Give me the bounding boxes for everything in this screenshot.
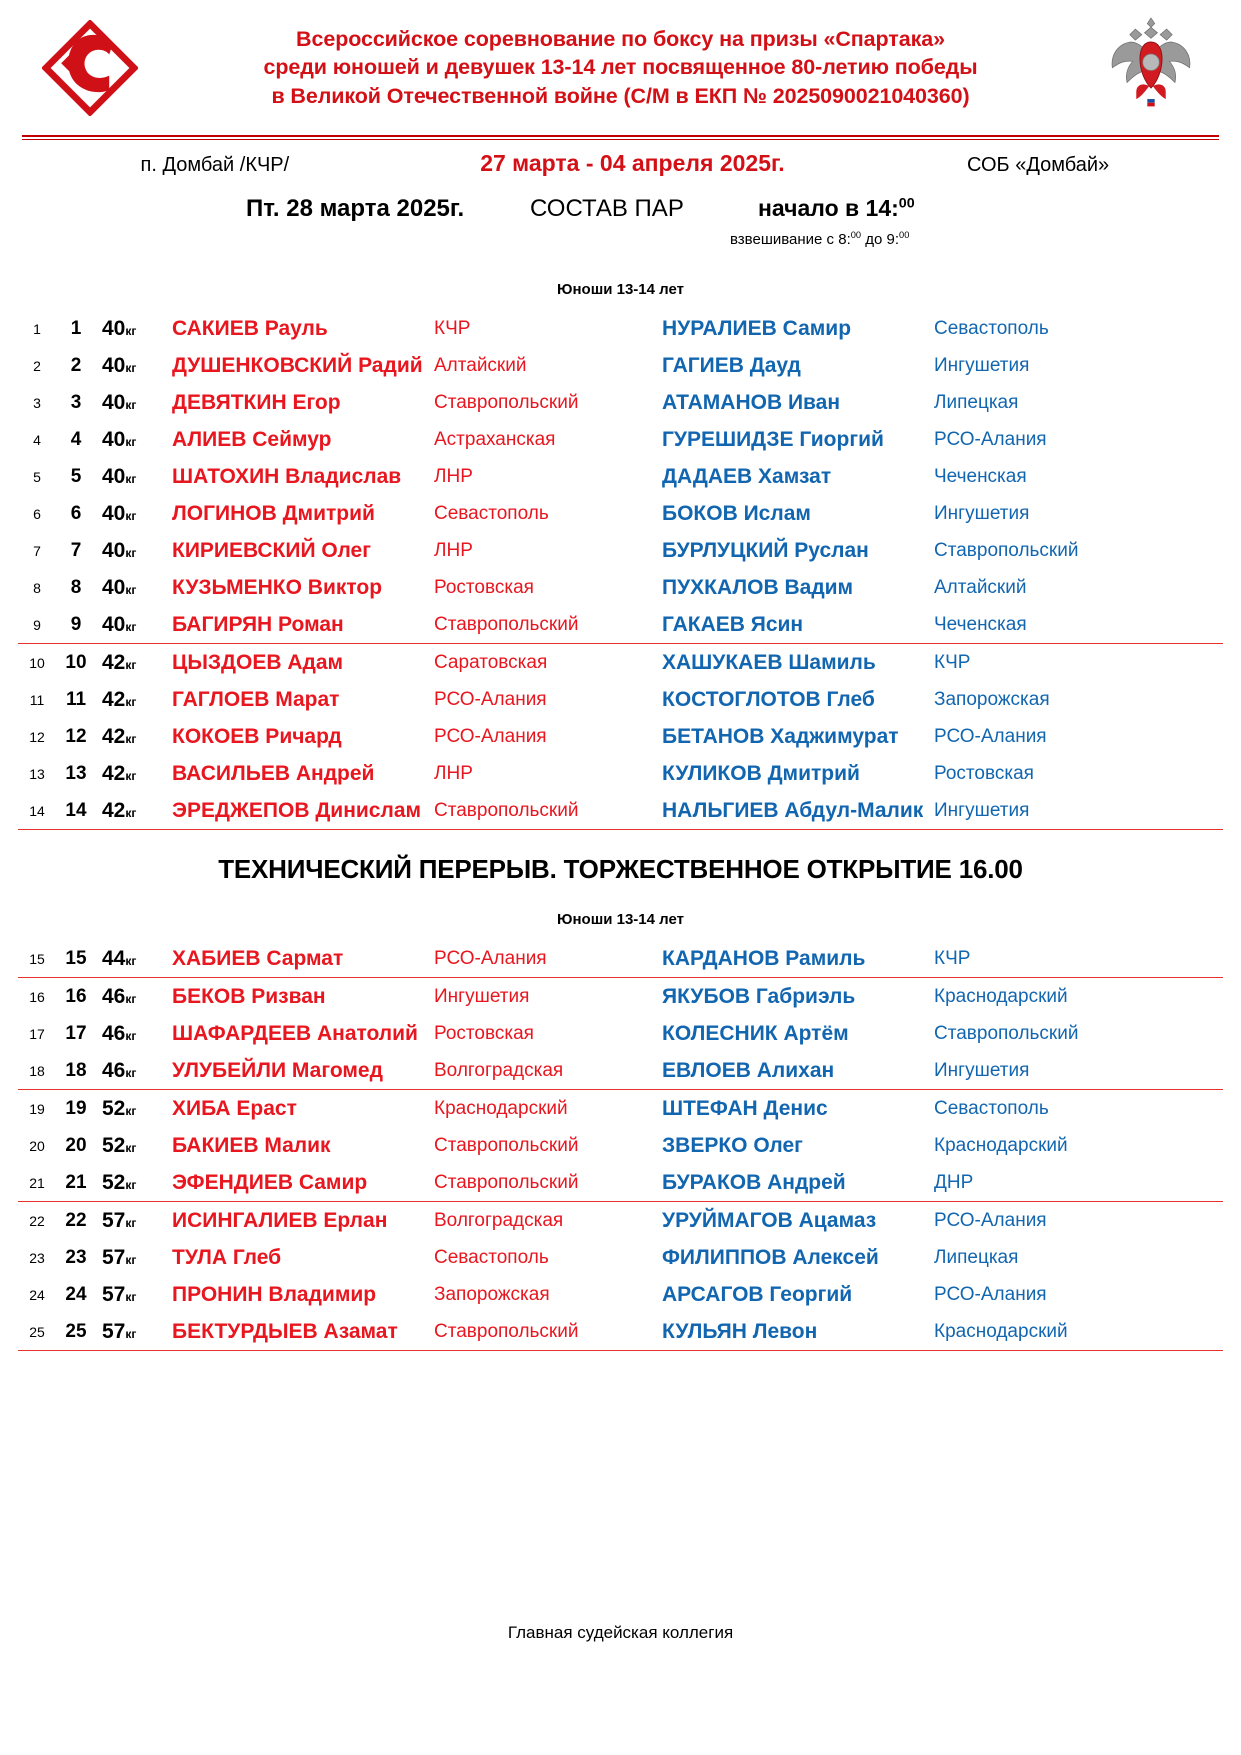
weight-class: 57кг: [102, 1282, 137, 1306]
bout-number: 16: [65, 985, 87, 1007]
blue-corner-boxer-name: КУЛЬЯН Левон: [662, 1319, 818, 1343]
weigh-in-minutes-to: 00: [899, 230, 910, 240]
weigh-in-minutes-from: 00: [850, 230, 862, 240]
bout-row: [18, 1015, 1223, 1052]
weight-class: 57кг: [102, 1319, 137, 1343]
weight-class: 42кг: [102, 798, 137, 822]
weight-class: 40кг: [102, 427, 137, 451]
red-corner-boxer-name: ШАТОХИН Владислав: [172, 464, 402, 488]
red-corner-boxer-region: Саратовская: [434, 651, 548, 673]
blue-corner-boxer-name: БОКОВ Ислам: [662, 501, 811, 525]
event-infobar: [18, 140, 1223, 187]
bout-number: 13: [65, 762, 87, 784]
bout-number: 21: [65, 1171, 87, 1193]
red-corner-boxer-name: ШАФАРДЕЕВ Анатолий: [172, 1021, 418, 1045]
blue-corner-boxer-region: Ингушетия: [934, 354, 1030, 376]
red-corner-boxer-name: ХИБА Ераст: [172, 1096, 297, 1120]
blue-corner-boxer-region: Севастополь: [934, 317, 1049, 339]
weight-class: 46кг: [102, 1058, 137, 1082]
weight-unit: кг: [125, 694, 137, 709]
blue-corner-boxer-region: Ставропольский: [934, 1022, 1079, 1044]
weight-class: 40кг: [102, 464, 137, 488]
weight-class: 57кг: [102, 1208, 137, 1232]
red-corner-boxer-name: ТУЛА Глеб: [172, 1245, 282, 1269]
start-time-separator: :: [891, 195, 899, 221]
weight-class: 42кг: [102, 761, 137, 785]
blue-corner-boxer-region: КЧР: [934, 947, 971, 969]
section-bottom-rule: [18, 1351, 1223, 1352]
bout-index: 3: [33, 394, 41, 411]
start-time-label: начало в 14: [758, 195, 892, 221]
weight-unit: кг: [125, 582, 137, 597]
weight-class: 40кг: [102, 538, 137, 562]
weigh-in-colon-2: :: [894, 231, 900, 248]
spartak-logo-icon: [42, 20, 138, 116]
weight-unit: кг: [125, 1177, 137, 1192]
blue-corner-boxer-region: Краснодарский: [934, 1320, 1068, 1342]
blue-corner-boxer-name: ГАКАЕВ Ясин: [662, 612, 804, 636]
bout-row: [18, 1127, 1223, 1164]
bout-number: 22: [65, 1209, 87, 1231]
weight-unit: кг: [125, 545, 137, 560]
weight-class: 42кг: [102, 687, 137, 711]
weight-unit: кг: [125, 1028, 137, 1043]
bout-row: [18, 1313, 1223, 1351]
weight-class: 42кг: [102, 650, 137, 674]
red-corner-boxer-region: Астраханская: [434, 428, 556, 450]
technical-break-banner: ТЕХНИЧЕСКИЙ ПЕРЕРЫВ. ТОРЖЕСТВЕННОЕ ОТКРЫТИЕ 16.00: [218, 854, 1023, 884]
bout-index: 1: [33, 320, 41, 337]
bout-row: [18, 347, 1223, 384]
bout-row: [18, 458, 1223, 495]
blue-corner-boxer-region: КЧР: [934, 651, 971, 673]
section-bottom-rule-line: [18, 1351, 1223, 1352]
red-corner-boxer-region: Ингушетия: [434, 985, 530, 1007]
weight-unit: кг: [125, 434, 137, 449]
bout-row: [18, 421, 1223, 458]
red-corner-boxer-region: Ставропольский: [434, 613, 579, 635]
blue-corner-boxer-name: ФИЛИППОВ Алексей: [662, 1245, 879, 1269]
blue-corner-boxer-region: РСО-Алания: [934, 725, 1047, 747]
bout-table-1: [18, 310, 1223, 830]
blue-corner-boxer-name: АТАМАНОВ Иван: [662, 390, 841, 414]
red-corner-boxer-name: ЭФЕНДИЕВ Самир: [172, 1170, 368, 1194]
bout-row: [18, 384, 1223, 421]
red-corner-boxer-region: Запорожская: [434, 1283, 550, 1305]
red-corner-boxer-region: Ставропольский: [434, 799, 579, 821]
event-dates: 27 марта - 04 апреля 2025г.: [480, 150, 785, 176]
weight-unit: кг: [125, 805, 137, 820]
blue-corner-boxer-name: ХАШУКАЕВ Шамиль: [662, 650, 876, 674]
title-line-2: среди юношей и девушек 13-14 лет посвященное 80-летию победы: [263, 55, 978, 80]
weight-class: 46кг: [102, 1021, 137, 1045]
red-corner-boxer-name: КУЗЬМЕНКО Виктор: [172, 575, 383, 599]
footer-jury-text: Главная судейская коллегия: [507, 1623, 734, 1642]
blue-corner-boxer-region: Липецкая: [934, 391, 1019, 413]
blue-corner-boxer-name: НУРАЛИЕВ Самир: [662, 316, 852, 340]
weight-unit: кг: [125, 508, 137, 523]
blue-corner-boxer-name: ГУРЕШИДЗЕ Гиоргий: [662, 427, 884, 451]
section-bottom-rule: [18, 830, 1223, 831]
red-corner-boxer-name: БЕКТУРДЫЕВ Азамат: [172, 1319, 398, 1343]
weight-class: 42кг: [102, 724, 137, 748]
bout-index: 18: [29, 1062, 45, 1079]
blue-corner-boxer-region: Ингушетия: [934, 502, 1030, 524]
bout-number: 3: [70, 391, 82, 413]
bout-index: 10: [29, 654, 45, 671]
blue-corner-boxer-name: ПУХКАЛОВ Вадим: [662, 575, 854, 599]
weight-unit: кг: [125, 619, 137, 634]
weight-class: 40кг: [102, 575, 137, 599]
blue-corner-boxer-name: КУЛИКОВ Дмитрий: [662, 761, 860, 785]
bout-index: 25: [29, 1323, 45, 1340]
weight-class: 40кг: [102, 612, 137, 636]
red-corner-boxer-name: ДЕВЯТКИН Егор: [172, 390, 341, 414]
blue-corner-boxer-name: ГАГИЕВ Дауд: [662, 353, 801, 377]
bout-row: [18, 1202, 1223, 1239]
bout-index: 2: [33, 357, 41, 374]
bout-number: 11: [65, 688, 87, 710]
blue-corner-boxer-region: Ставропольский: [934, 539, 1079, 561]
day-bar: [18, 187, 1223, 271]
blue-corner-boxer-name: НАЛЬГИЕВ Абдул-Малик: [662, 798, 924, 822]
bout-number: 7: [70, 539, 82, 561]
bout-row: [18, 755, 1223, 792]
weight-class: 52кг: [102, 1170, 137, 1194]
weight-unit: кг: [125, 657, 137, 672]
bout-row: [18, 1276, 1223, 1313]
red-corner-boxer-region: КЧР: [434, 317, 471, 339]
blue-corner-boxer-region: Алтайский: [934, 576, 1027, 598]
red-corner-boxer-region: Волгоградская: [434, 1059, 564, 1081]
bout-index: 15: [29, 950, 45, 967]
spartak-logo-container: [30, 20, 150, 116]
blue-corner-boxer-name: ЗВЕРКО Олег: [662, 1133, 803, 1157]
red-corner-boxer-region: РСО-Алания: [434, 688, 547, 710]
blue-corner-boxer-name: КОЛЕСНИК Артём: [662, 1021, 849, 1045]
blue-corner-boxer-region: Ингушетия: [934, 799, 1030, 821]
blue-corner-boxer-region: РСО-Алания: [934, 428, 1047, 450]
weight-class: 40кг: [102, 390, 137, 414]
weight-unit: кг: [125, 1140, 137, 1155]
bout-index: 20: [29, 1137, 45, 1154]
bout-row: [18, 681, 1223, 718]
bout-index: 16: [29, 988, 45, 1005]
red-corner-boxer-region: Ставропольский: [434, 1134, 579, 1156]
bout-number: 24: [65, 1283, 87, 1305]
red-corner-boxer-name: БЕКОВ Ризван: [172, 984, 326, 1008]
weight-unit: кг: [125, 1065, 137, 1080]
bout-row: [18, 978, 1223, 1015]
blue-corner-boxer-region: Чеченская: [934, 465, 1027, 487]
weight-class: 44кг: [102, 946, 137, 970]
bout-row: [18, 1239, 1223, 1276]
blue-corner-boxer-region: РСО-Алания: [934, 1209, 1047, 1231]
blue-corner-boxer-region: РСО-Алания: [934, 1283, 1047, 1305]
title-line-1: Всероссийское соревнование по боксу на призы «Спартака»: [296, 26, 945, 51]
section-bottom-rule-line: [18, 830, 1223, 831]
red-corner-boxer-region: Ставропольский: [434, 391, 579, 413]
blue-corner-boxer-name: КАРДАНОВ Рамиль: [662, 946, 866, 970]
weight-unit: кг: [125, 1103, 137, 1118]
title-line-3: в Великой Отечественной войне (С/М в ЕКП № 2025090021040360): [271, 83, 970, 108]
bout-number: 10: [65, 651, 87, 673]
blue-corner-boxer-name: ЕВЛОЕВ Алихан: [662, 1058, 835, 1082]
blue-corner-boxer-region: Липецкая: [934, 1246, 1019, 1268]
bout-row: [18, 495, 1223, 532]
bout-row: [18, 792, 1223, 830]
blue-corner-boxer-name: БУРЛУЦКИЙ Руслан: [662, 538, 869, 562]
bout-row: [18, 310, 1223, 347]
session-date: Пт. 28 марта 2025г.: [246, 195, 465, 222]
bout-number: 17: [65, 1022, 87, 1044]
masthead: [18, 0, 1223, 129]
bout-number: 14: [65, 799, 87, 821]
bout-index: 11: [29, 691, 45, 708]
weight-class: 40кг: [102, 316, 137, 340]
red-corner-boxer-region: Севастополь: [434, 1246, 549, 1268]
russian-boxing-federation-eagle-icon: [1105, 14, 1197, 121]
bout-number: 12: [65, 725, 87, 747]
bout-index: 17: [29, 1025, 45, 1042]
bout-number: 18: [65, 1059, 87, 1081]
red-corner-boxer-name: ЛОГИНОВ Дмитрий: [172, 501, 375, 525]
federation-emblem-container: [1091, 14, 1211, 121]
blue-corner-boxer-region: Краснодарский: [934, 1134, 1068, 1156]
blue-corner-boxer-region: Ростовская: [934, 762, 1034, 784]
bout-index: 19: [29, 1100, 45, 1117]
blue-corner-boxer-name: АРСАГОВ Георгий: [662, 1282, 853, 1306]
red-corner-boxer-region: ЛНР: [434, 465, 473, 487]
blue-corner-boxer-name: ЯКУБОВ Габриэль: [662, 984, 856, 1008]
weight-unit: кг: [125, 397, 137, 412]
weight-unit: кг: [125, 1289, 137, 1304]
bout-number: 4: [70, 428, 82, 450]
blue-corner-boxer-name: ШТЕФАН Денис: [662, 1096, 828, 1120]
bout-index: 9: [33, 616, 41, 633]
bout-index: 5: [33, 468, 41, 485]
bout-index: 22: [29, 1212, 45, 1229]
bout-row: [18, 718, 1223, 755]
weight-unit: кг: [125, 1326, 137, 1341]
blue-corner-boxer-region: Чеченская: [934, 613, 1027, 635]
blue-corner-boxer-region: Краснодарский: [934, 985, 1068, 1007]
bout-row: [18, 940, 1223, 978]
bout-number: 20: [65, 1134, 87, 1156]
red-corner-boxer-region: РСО-Алания: [434, 725, 547, 747]
bout-index: 24: [29, 1286, 45, 1303]
weight-unit: кг: [125, 731, 137, 746]
bout-number: 23: [65, 1246, 87, 1268]
blue-corner-boxer-region: ДНР: [934, 1171, 974, 1193]
weight-class: 46кг: [102, 984, 137, 1008]
bout-number: 19: [65, 1097, 87, 1119]
red-corner-boxer-region: Ставропольский: [434, 1171, 579, 1193]
blue-corner-boxer-name: ДАДАЕВ Хамзат: [662, 464, 832, 488]
venue-name: СОБ «Домбай»: [966, 154, 1110, 176]
weigh-in-mid: до 9: [861, 231, 895, 248]
venue-location: п. Домбай /КЧР/: [140, 154, 290, 176]
bout-row: [18, 1052, 1223, 1090]
weight-unit: кг: [125, 1215, 137, 1230]
red-corner-boxer-name: ДУШЕНКОВСКИЙ Радий: [172, 353, 423, 377]
weight-class: 52кг: [102, 1133, 137, 1157]
red-corner-boxer-name: ЦЫЗДОЕВ Адам: [172, 650, 344, 674]
red-corner-boxer-region: Краснодарский: [434, 1097, 568, 1119]
session-title: СОСТАВ ПАР: [530, 195, 684, 222]
weight-unit: кг: [125, 360, 137, 375]
weight-class: 40кг: [102, 353, 137, 377]
red-corner-boxer-name: КОКОЕВ Ричард: [172, 724, 342, 748]
red-corner-boxer-name: ХАБИЕВ Сармат: [172, 946, 344, 970]
bout-number: 25: [65, 1320, 87, 1342]
red-corner-boxer-name: ПРОНИН Владимир: [172, 1282, 377, 1306]
weight-class: 40кг: [102, 501, 137, 525]
bout-index: 7: [33, 542, 41, 559]
bout-row: [18, 1164, 1223, 1202]
bout-table-2: [18, 940, 1223, 1351]
red-corner-boxer-name: БАКИЕВ Малик: [172, 1133, 331, 1157]
bout-number: 9: [70, 613, 82, 635]
red-corner-boxer-name: УЛУБЕЙЛИ Магомед: [172, 1058, 383, 1082]
weight-unit: кг: [125, 953, 137, 968]
competition-title: [150, 25, 1091, 111]
red-corner-boxer-region: Ставропольский: [434, 1320, 579, 1342]
weigh-in-time: [730, 231, 909, 248]
bout-index: 8: [33, 579, 41, 596]
category-label-2: Юноши 13-14 лет: [557, 911, 684, 928]
red-corner-boxer-name: ИСИНГАЛИЕВ Ерлан: [172, 1208, 388, 1232]
bout-row: [18, 569, 1223, 606]
bout-number: 8: [70, 576, 82, 598]
red-corner-boxer-name: САКИЕВ Рауль: [172, 316, 328, 340]
weight-unit: кг: [125, 768, 137, 783]
red-corner-boxer-name: БАГИРЯН Роман: [172, 612, 344, 636]
red-corner-boxer-region: РСО-Алания: [434, 947, 547, 969]
red-corner-boxer-region: Севастополь: [434, 502, 549, 524]
red-corner-boxer-region: Волгоградская: [434, 1209, 564, 1231]
bout-number: 2: [70, 354, 82, 376]
blue-corner-boxer-region: Севастополь: [934, 1097, 1049, 1119]
session-start-time: [758, 195, 915, 222]
bout-number: 1: [70, 317, 82, 339]
weight-class: 52кг: [102, 1096, 137, 1120]
bout-index: 12: [29, 728, 45, 745]
blue-corner-boxer-name: БЕТАНОВ Хаджимурат: [662, 724, 899, 748]
bout-index: 6: [33, 505, 41, 522]
red-corner-boxer-region: ЛНР: [434, 762, 473, 784]
red-corner-boxer-region: ЛНР: [434, 539, 473, 561]
weight-unit: кг: [125, 991, 137, 1006]
red-corner-boxer-region: Алтайский: [434, 354, 527, 376]
category-label-1: Юноши 13-14 лет: [557, 281, 684, 298]
bout-index: 21: [29, 1174, 45, 1191]
bout-row: [18, 532, 1223, 569]
bout-row: [18, 644, 1223, 681]
blue-corner-boxer-name: КОСТОГЛОТОВ Глеб: [662, 687, 875, 711]
red-corner-boxer-name: КИРИЕВСКИЙ Олег: [172, 538, 371, 562]
red-corner-boxer-name: ГАГЛОЕВ Марат: [172, 687, 340, 711]
bout-row: [18, 1090, 1223, 1127]
blue-corner-boxer-name: БУРАКОВ Андрей: [662, 1170, 846, 1194]
weight-unit: кг: [125, 323, 137, 338]
weight-unit: кг: [125, 471, 137, 486]
blue-corner-boxer-region: Ингушетия: [934, 1059, 1030, 1081]
start-time-minutes: 00: [898, 195, 915, 212]
red-corner-boxer-name: ЭРЕДЖЕПОВ Динислам: [172, 798, 422, 822]
red-corner-boxer-region: Ростовская: [434, 576, 534, 598]
weight-class: 57кг: [102, 1245, 137, 1269]
bout-number: 5: [70, 465, 82, 487]
bout-number: 15: [65, 947, 87, 969]
weight-unit: кг: [125, 1252, 137, 1267]
weigh-in-colon-1: :: [846, 231, 851, 248]
bout-number: 6: [70, 502, 82, 524]
bout-index: 14: [29, 802, 45, 819]
blue-corner-boxer-region: Запорожская: [934, 688, 1050, 710]
bout-index: 13: [29, 765, 45, 782]
bout-index: 23: [29, 1249, 45, 1266]
red-corner-boxer-name: ВАСИЛЬЕВ Андрей: [172, 761, 375, 785]
weigh-in-prefix: взвешивание с 8: [730, 231, 847, 248]
blue-corner-boxer-name: УРУЙМАГОВ Ацамаз: [662, 1208, 877, 1232]
bout-row: [18, 606, 1223, 644]
bout-index: 4: [33, 431, 41, 448]
red-corner-boxer-region: Ростовская: [434, 1022, 534, 1044]
red-corner-boxer-name: АЛИЕВ Сеймур: [172, 427, 332, 451]
